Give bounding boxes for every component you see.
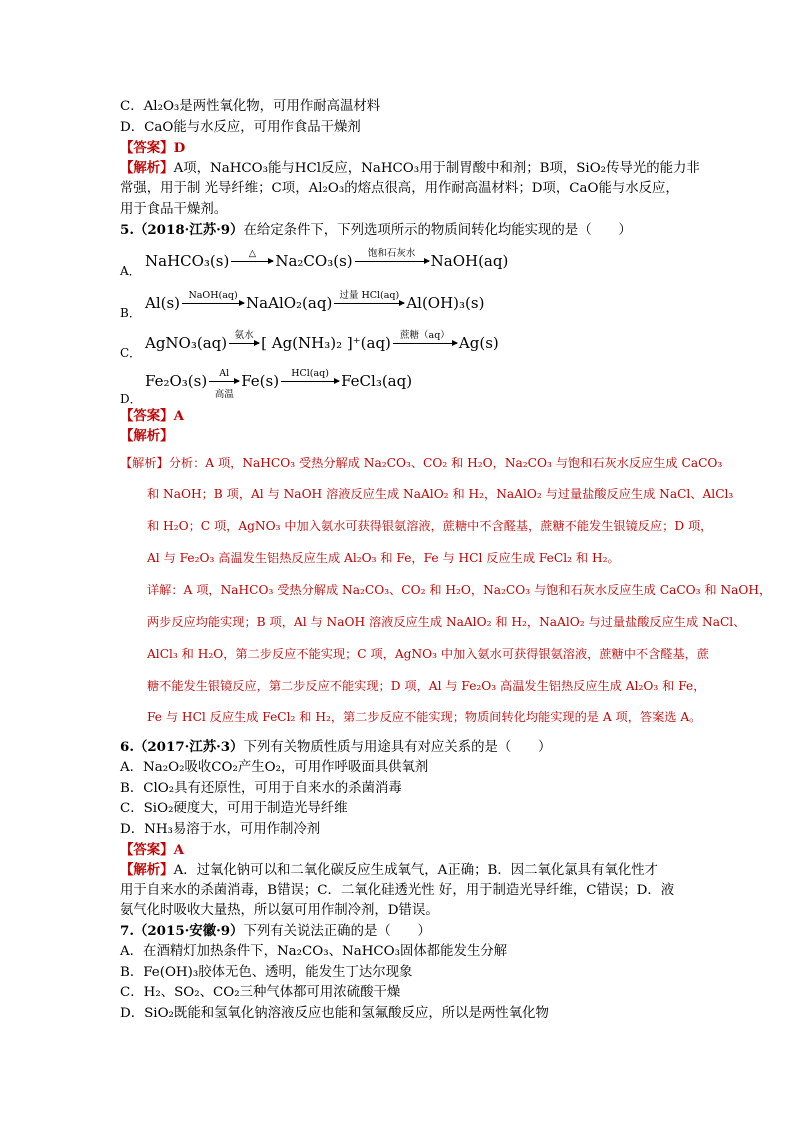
- analysis-line: 两步反应均能实现；B 项，Al 与 NaOH 溶液反应生成 NaAlO₂ 和 H₂，NaAlO₂ 与过量盐酸反应生成 NaCl、: [147, 615, 746, 629]
- condition: HCl(aq): [291, 368, 329, 379]
- option-a: A．Na₂O₂吸收CO₂产生O₂，可用作呼吸面具供氧剂: [120, 760, 429, 775]
- intermediate: [ Ag(NH₃)₂ ]⁺(aq): [261, 334, 391, 352]
- analysis-line: 和 NaOH；B 项，Al 与 NaOH 溶液反应生成 NaAlO₂ 和 H₂，NaAlO₂ 与过量盐酸反应生成 NaCl、AlCl₃: [147, 487, 734, 501]
- analysis-line: 详解：A 项，NaHCO₃ 受热分解成 Na₂CO₃、CO₂ 和 H₂O，Na₂CO₃ 与饱和石灰水反应生成 CaCO₃ 和 NaOH，: [147, 583, 772, 597]
- question-number: 6.（2017·江苏·3）: [120, 739, 244, 755]
- answer-label: 【答案】: [120, 842, 174, 858]
- answer-line: [120, 138, 185, 158]
- option-label-d: D．: [120, 392, 142, 406]
- reactant: Fe₂O₃(s): [145, 372, 208, 390]
- product: NaOH(aq): [430, 252, 509, 270]
- answer-value: D: [173, 140, 186, 156]
- reaction-arrow: [281, 368, 339, 390]
- answer-line: [120, 840, 184, 860]
- reaction-arrow: [393, 330, 457, 352]
- option-b: B．ClO₂具有还原性，可用于自来水的杀菌消毒: [120, 781, 402, 796]
- analysis-line: 氨气化时吸收大量热，所以氨可用作制冷剂，D错误。: [120, 903, 439, 918]
- analysis-line: Al 与 Fe₂O₃ 高温发生铝热反应生成 Al₂O₃ 和 Fe，Fe 与 HCl 反应生成 FeCl₂ 和 H₂。: [147, 551, 620, 565]
- answer-label: 【答案】: [120, 408, 174, 424]
- option-d: D．CaO能与水反应，可用作食品干燥剂: [120, 120, 361, 135]
- analysis-line: 【解析】分析：A 项，NaHCO₃ 受热分解成 Na₂CO₃、CO₂ 和 H₂O，Na₂CO₃ 与饱和石灰水反应生成 CaCO₃: [120, 456, 723, 470]
- reaction-d: [145, 368, 413, 400]
- product: Al(OH)₃(s): [406, 294, 485, 312]
- answer-value: A: [173, 842, 184, 858]
- option-c: C．H₂、SO₂、CO₂三种气体都可用浓硫酸干燥: [120, 985, 401, 1000]
- analysis-label: 【解析】: [120, 428, 174, 444]
- condition: Al: [219, 368, 230, 379]
- condition: △: [248, 248, 256, 259]
- reactant: NaHCO₃(s): [145, 252, 230, 270]
- reaction-c: [145, 330, 499, 352]
- analysis-text: A项，NaHCO₃能与HCl反应，NaHCO₃用于制胃酸中和剂；B项，SiO₂传导光的能力非: [173, 161, 700, 176]
- reaction-b: [145, 290, 485, 312]
- intermediate: NaAlO₂(aq): [246, 294, 333, 312]
- option-label-c: C．: [120, 346, 142, 360]
- reaction-arrow: [355, 248, 429, 270]
- intermediate: Na₂CO₃(s): [275, 252, 353, 270]
- option-a: A．在酒精灯加热条件下，Na₂CO₃、NaHCO₃固体都能发生分解: [120, 944, 508, 959]
- reaction-arrow: [209, 368, 239, 400]
- reaction-arrow: [231, 248, 273, 270]
- answer-line: [120, 406, 184, 426]
- option-d: D．SiO₂既能和氢氧化钠溶液反应也能和氢氟酸反应，所以是两性氧化物: [120, 1006, 549, 1021]
- option-c: C．Al₂O₃是两性氧化物，可用作耐高温材料: [120, 99, 381, 114]
- condition: 过量 HCl(aq): [339, 290, 400, 301]
- analysis-line: [120, 860, 658, 881]
- condition: NaOH(aq): [188, 290, 238, 301]
- question-number: 7.（2015·安徽·9）: [120, 923, 244, 939]
- reactant: AgNO₃(aq): [145, 334, 228, 352]
- reaction-arrow: [229, 330, 259, 352]
- analysis-line: [120, 158, 700, 179]
- analysis-line: 用于食品干燥剂。: [120, 202, 228, 217]
- condition: 蔗糖（aq）: [400, 330, 450, 341]
- intermediate: Fe(s): [241, 372, 280, 390]
- condition: 高温: [214, 389, 234, 400]
- analysis-line: 用于自来水的杀菌消毒，B错误；C．二氧化硅透光性 好，用于制造光导纤维，C错误；D．液: [120, 883, 675, 898]
- reaction-arrow: [182, 290, 244, 312]
- analysis-line: 常强，用于制 光导纤维；C项，Al₂O₃的熔点很高，用作耐高温材料；D项，CaO能与水反应，: [120, 181, 679, 196]
- answer-label: 【答案】: [120, 140, 174, 156]
- reactant: Al(s): [145, 294, 181, 312]
- analysis-line: Fe 与 HCl 反应生成 FeCl₂ 和 H₂，第二步反应不能实现；物质间转化均能实现的是 A 项，答案选 A。: [147, 710, 702, 724]
- analysis-line: 和 H₂O；C 项，AgNO₃ 中加入氨水可获得银氨溶液，蔗糖中不含醛基，蔗糖不能发生银镜反应；D 项，: [147, 519, 713, 533]
- analysis-label: 【解析】: [120, 862, 174, 878]
- question-5-stem: [120, 220, 632, 241]
- question-7-stem: [120, 921, 431, 942]
- question-text: 下列有关说法正确的是（ ）: [243, 924, 431, 939]
- condition: 饱和石灰水: [367, 248, 416, 259]
- question-number: 5.（2018·江苏·9）: [120, 222, 244, 238]
- reaction-a: [145, 248, 509, 270]
- question-text: 在给定条件下，下列选项所示的物质间转化均能实现的是（ ）: [243, 223, 632, 238]
- question-6-stem: [120, 737, 551, 758]
- analysis-label: 【解析】: [120, 160, 174, 176]
- answer-value: A: [173, 408, 184, 424]
- option-b: B．Fe(OH)₃胶体无色、透明，能发生丁达尔现象: [120, 965, 413, 980]
- option-d: D．NH₃易溶于水，可用作制冷剂: [120, 822, 321, 837]
- option-label-b: B．: [120, 306, 141, 320]
- analysis-line: 糖不能发生银镜反应，第二步反应不能实现；D 项，Al 与 Fe₂O₃ 高温发生铝热反应生成 Al₂O₃ 和 Fe，: [147, 679, 706, 693]
- product: FeCl₃(aq): [341, 372, 413, 390]
- condition: 氨水: [234, 330, 254, 341]
- question-text: 下列有关物质性质与用途具有对应关系的是（ ）: [243, 740, 552, 755]
- option-label-a: A．: [120, 264, 141, 278]
- product: Ag(s): [458, 334, 499, 352]
- analysis-line: AlCl₃ 和 H₂O，第二步反应不能实现；C 项，AgNO₃ 中加入氨水可获得银氨溶液，蔗糖中不含醛基，蔗: [147, 647, 710, 661]
- option-c: C．SiO₂硬度大，可用于制造光导纤维: [120, 801, 348, 816]
- reaction-arrow: [334, 290, 404, 312]
- analysis-text: A．过氧化钠可以和二氧化碳反应生成氧气，A正确；B．因二氧化氯具有氧化性才: [173, 863, 659, 878]
